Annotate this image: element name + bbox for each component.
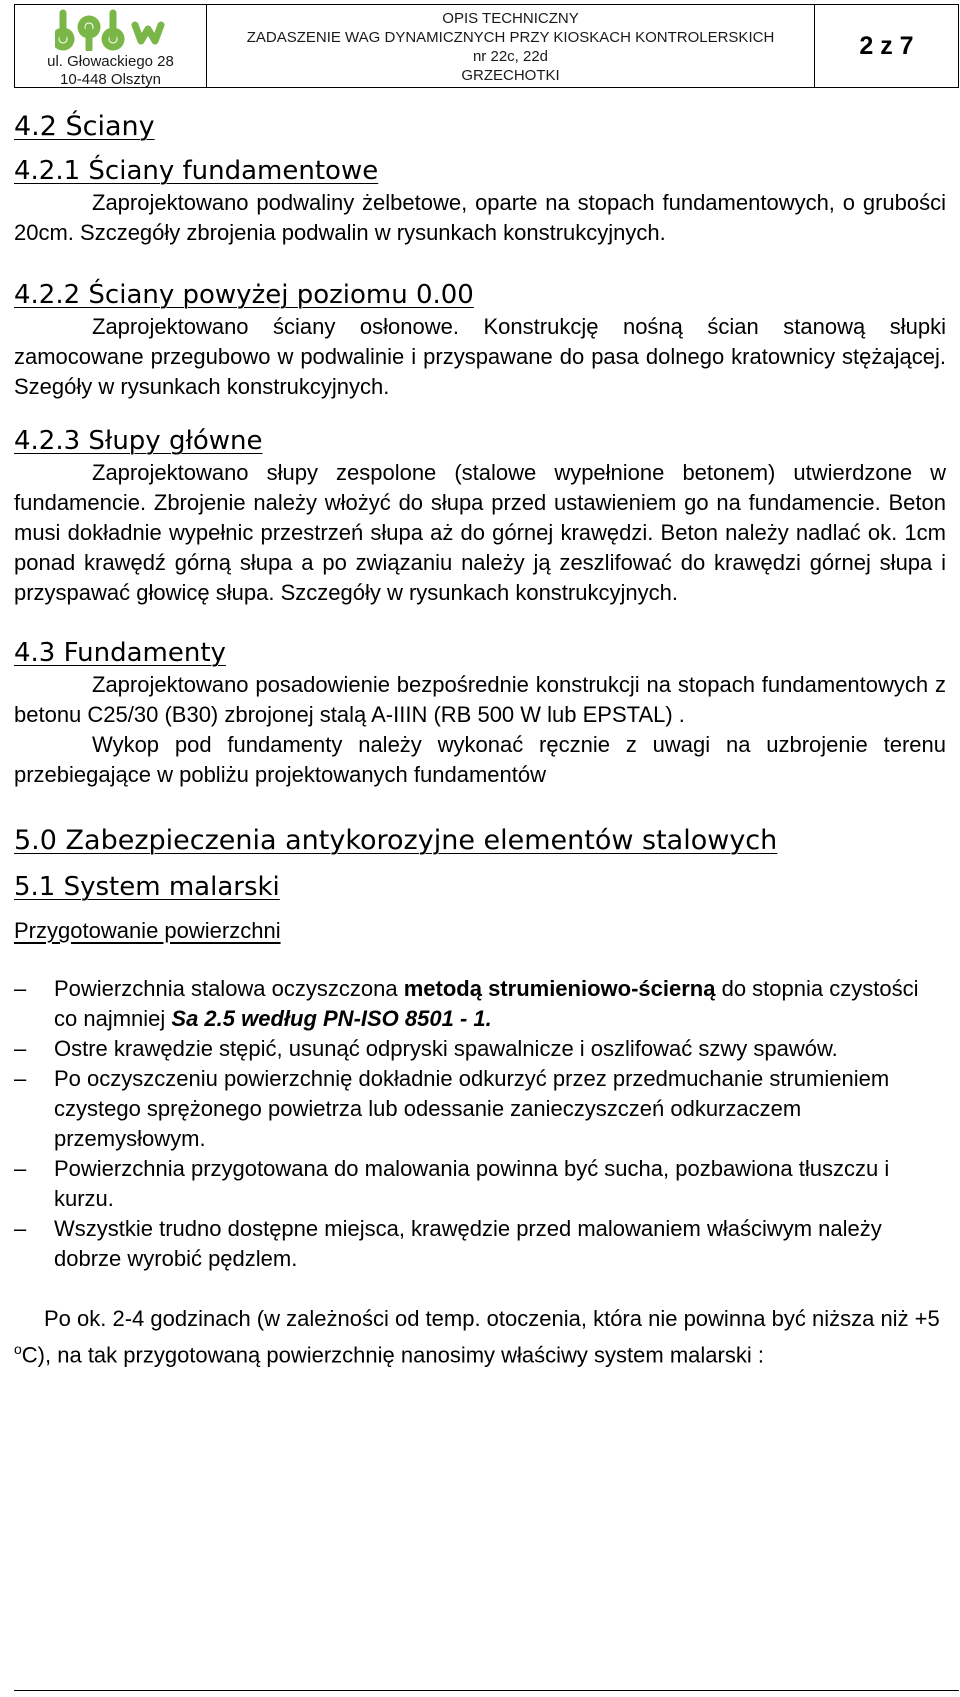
paragraph-4-2-2: Zaprojektowano ściany osłonowe. Konstrukcję nośną ścian stanową słupki zamocowane przegubowo w podwalinie i przyspawane do pasa dolnego kratownicy stężającej. Szegóły w rysunkach konstrukcyjnych. (14, 314, 946, 399)
document-body (14, 100, 946, 1370)
list-item: – Powierzchnia stalowa oczyszczona metodą strumieniowo-ścierną do stopnia czystości co najmniej Sa 2.5 według PN-ISO 8501 - 1. (14, 974, 946, 1034)
doc-type: OPIS TECHNICZNY (442, 10, 579, 27)
heading-4-2-2: 4.2.2 Ściany powyżej poziomu 0.00 (14, 280, 474, 310)
paragraph-final: Po ok. 2-4 godzinach (w zależności od temp. otoczenia, która nie powinna być niższa niż +5 $^o$C), na tak przygotowaną powierzchnię nanosimy właściwy system malarski : (14, 1306, 940, 1368)
project-location: GRZECHOTKI (461, 67, 560, 84)
list-item: – Po oczyszczeniu powierzchnię dokładnie odkurzyć przez przedmuchanie strumieniem czystego sprężonego powietrza lub odessanie zanieczyszczeń odkurzaczem przemysłowym. (14, 1064, 946, 1154)
heading-4-2-1: 4.2.1 Ściany fundamentowe (14, 156, 379, 186)
list-item: – Ostre krawędzie stępić, usunąć odpryski spawalnicze i oszlifować szwy spawów. (14, 1034, 946, 1064)
company-address-street: ul. Głowackiego 28 (47, 53, 174, 70)
list-item: – Wszystkie trudno dostępne miejsca, krawędzie przed malowaniem właściwym należy dobrze wyrobić pędzlem. (14, 1214, 946, 1274)
company-address-city: 10-448 Olsztyn (60, 71, 161, 88)
bpbw-logo-icon (55, 9, 165, 51)
paragraph-4-3-b: Wykop pod fundamenty należy wykonać ręcznie z uwagi na uzbrojenie terenu przebiegające w pobliżu projektowanych fundamentów (14, 732, 946, 787)
page-number: 2 z 7 (859, 31, 914, 60)
paragraph-4-2-1: Zaprojektowano podwaliny żelbetowe, oparte na stopach fundamentowych, o grubości 20cm. Szczegóły zbrojenia podwalin w rysunkach konstrukcyjnych. (14, 190, 946, 245)
degree-sup: o (14, 1341, 22, 1357)
project-title: ZADASZENIE WAG DYNAMICZNYCH PRZY KIOSKACH KONTROLERSKICH (246, 29, 775, 46)
bold-standard-sa: Sa (171, 1006, 199, 1031)
heading-5-1: 5.1 System malarski (14, 872, 280, 902)
subheading-surface-prep: Przygotowanie powierzchni (14, 918, 281, 943)
paragraph-4-3-a: Zaprojektowano posadowienie bezpośrednie konstrukcji na stopach fundamentowych z betonu C25/30 (B30) zbrojonej stalą A-IIIN (RB 500 W lub EPSTAL) . (14, 672, 946, 727)
page-header (14, 4, 959, 88)
document-title-block (207, 5, 815, 87)
surface-prep-list (14, 974, 946, 1274)
company-block (15, 5, 207, 87)
heading-4-2-3: 4.2.3 Słupy główne (14, 426, 263, 456)
bold-standard: 2.5 według PN-ISO 8501 - 1. (198, 1006, 492, 1031)
heading-5-0: 5.0 Zabezpieczenia antykorozyjne elementów stalowych (14, 825, 778, 856)
project-number: nr 22c, 22d (472, 48, 549, 65)
footer-rule (14, 1690, 959, 1691)
heading-4-2: 4.2 Ściany (14, 111, 155, 142)
paragraph-4-2-3: Zaprojektowano słupy zespolone (stalowe wypełnione betonem) utwierdzone w fundamencie. Zbrojenie należy włożyć do słupa przed ustawieniem go na fundamencie. Beton musi dokładnie wypełnic przestrzeń słupa aż do górnej krawędzi. Beton należy nadlać ok. 1cm ponad krawędź górną słupa a po związaniu należy ją zeszlifować do krawędzi górnej słupa i przyspawać głowicę słupa. Szczegóły w rysunkach konstrukcyjnych. (14, 460, 946, 605)
bold-method: metodą strumieniowo-ścierną (403, 976, 716, 1001)
heading-4-3: 4.3 Fundamenty (14, 638, 226, 668)
list-item: – Powierzchnia przygotowana do malowania powinna być sucha, pozbawiona tłuszczu i kurzu. (14, 1154, 946, 1214)
